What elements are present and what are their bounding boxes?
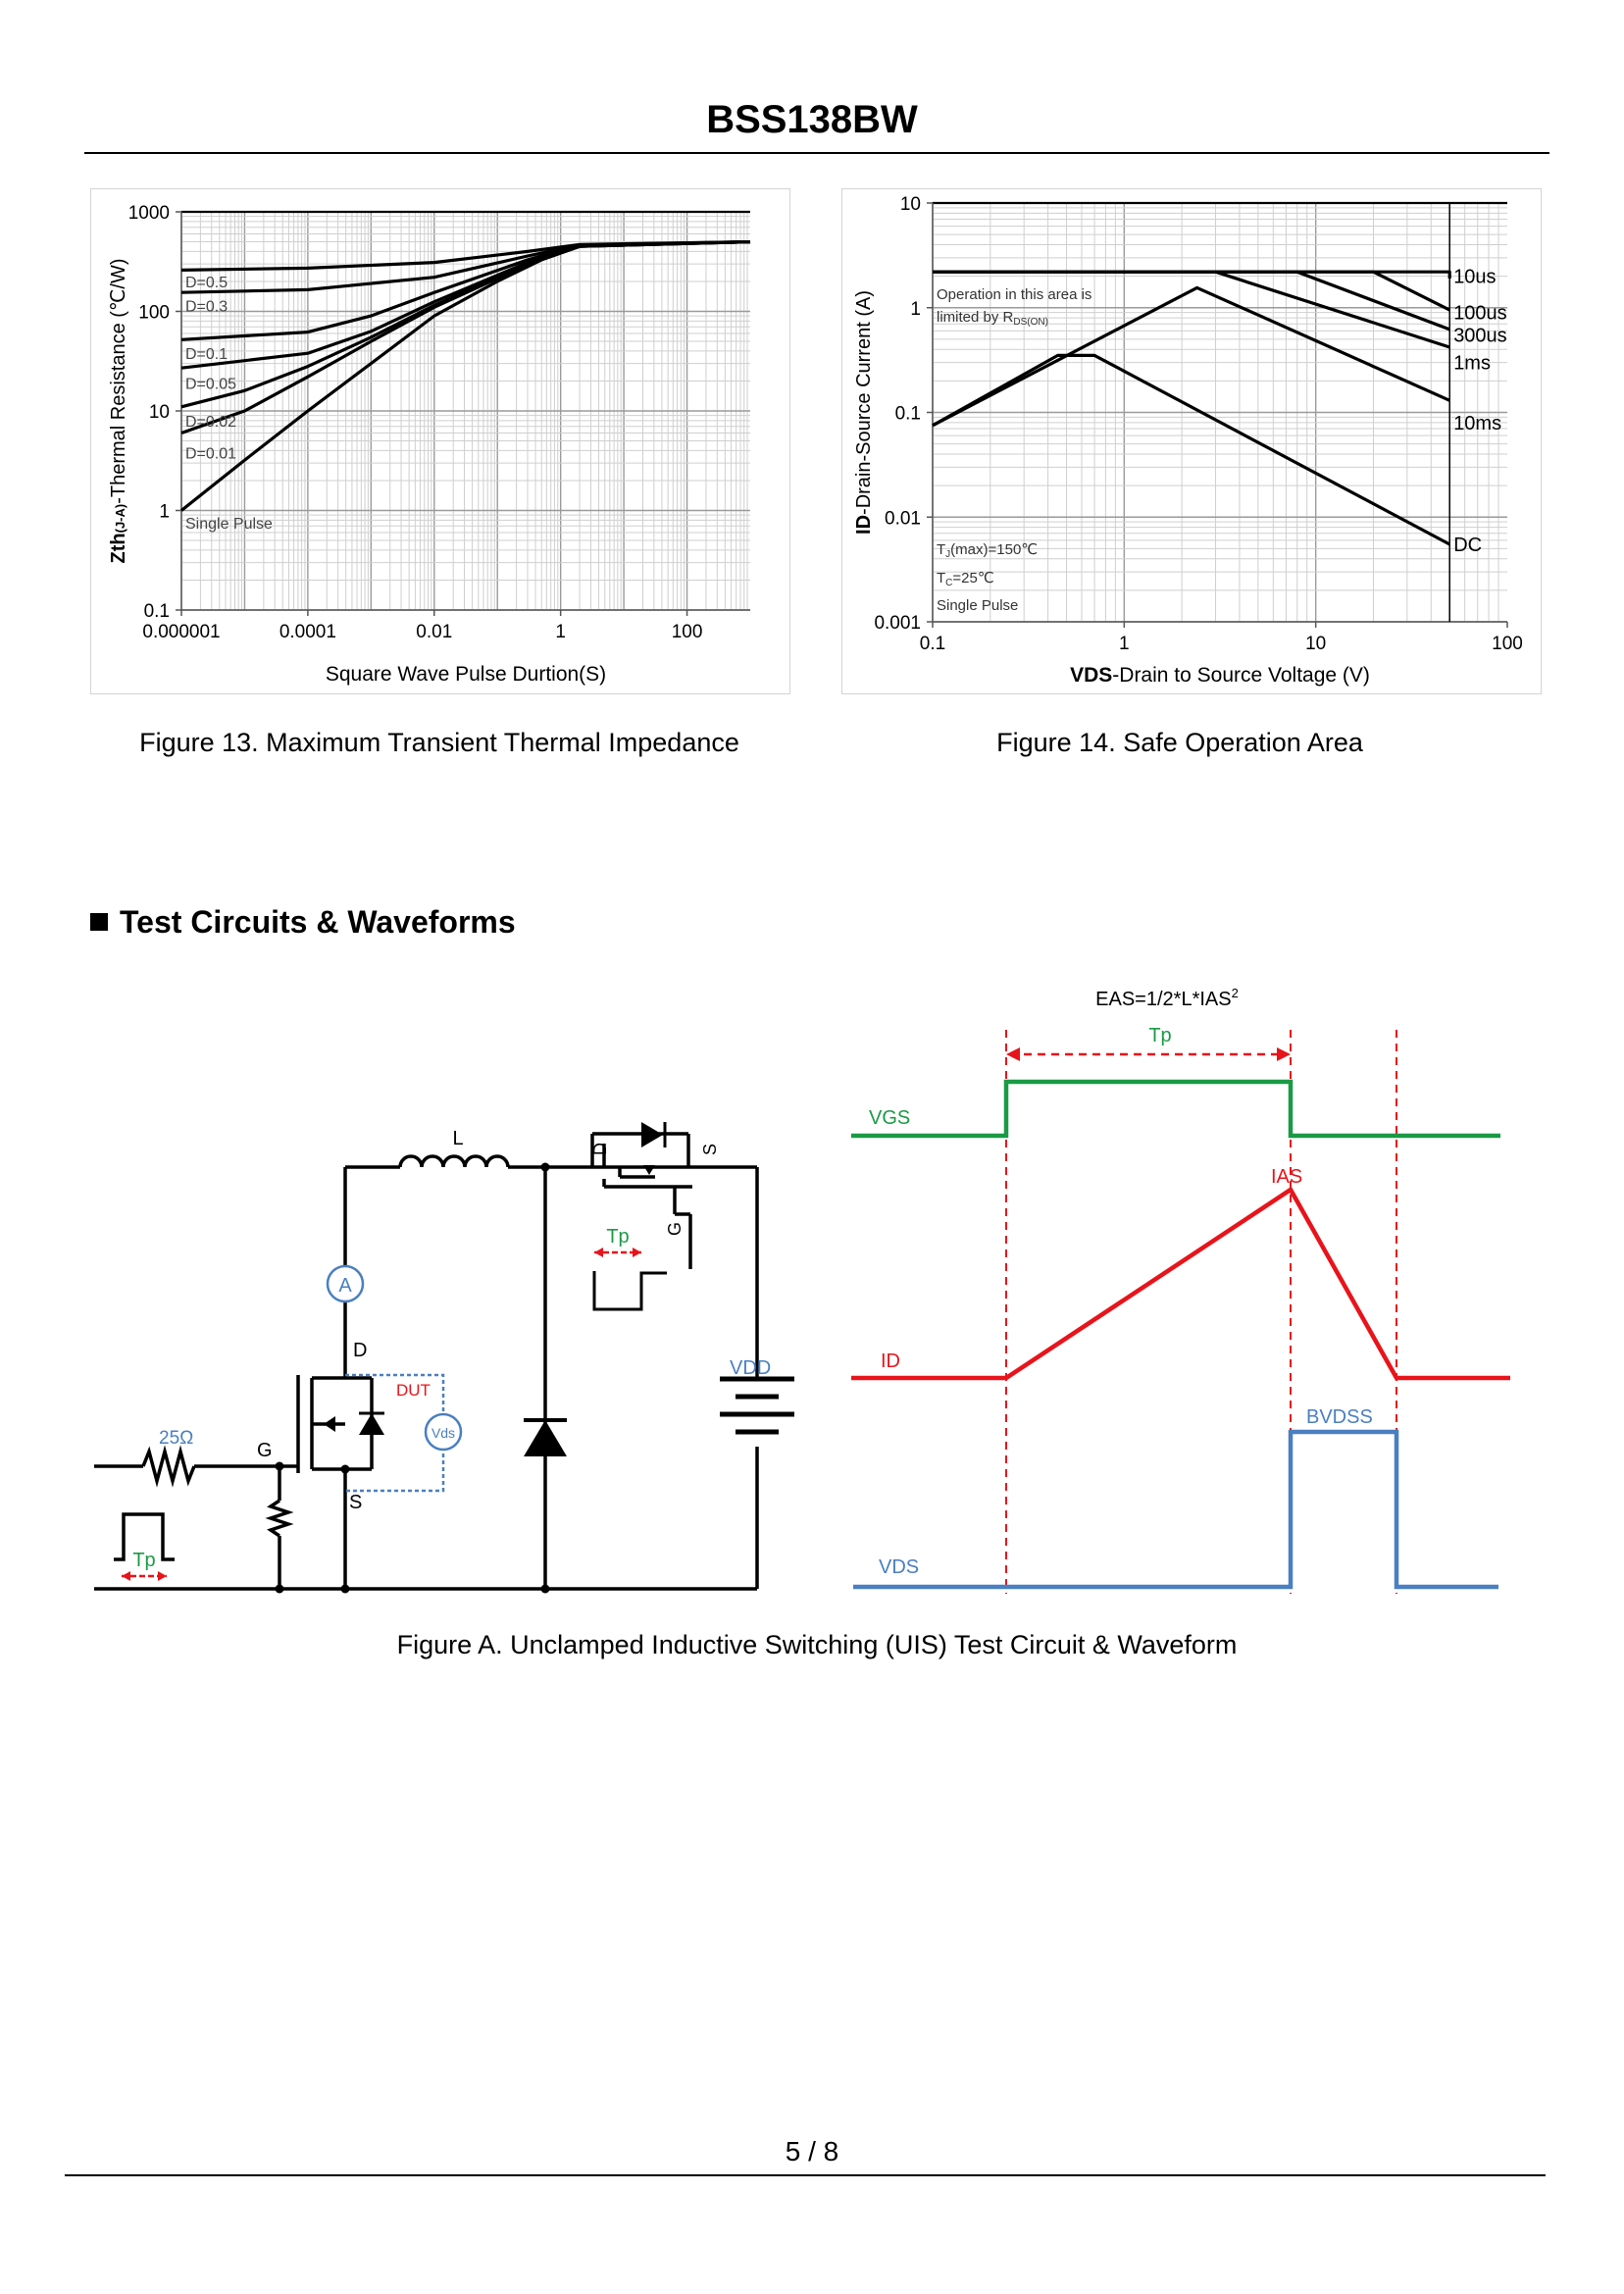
fig14-note-tc: $T_C=25℃$ — [937, 570, 994, 588]
fig14-x-axis-title: VDS-Drain to Source Voltage (V) — [1070, 664, 1370, 687]
fig14-caption: Figure 14. Safe Operation Area — [996, 728, 1363, 757]
fig13-y-tick-label: 1000 — [127, 203, 170, 224]
id-trace — [851, 1190, 1510, 1378]
dut-label: DUT — [396, 1381, 431, 1400]
fig13-series-label: D=0.02 — [185, 413, 237, 431]
fig13-chart — [91, 189, 789, 693]
fig13-panel — [90, 188, 790, 694]
eas-formula: $EAS=1/2*L*IAS^2$ — [1095, 986, 1239, 1010]
document-title: BSS138BW — [706, 98, 918, 141]
section-heading — [90, 904, 516, 941]
fig13-x-tick-label: 1 — [555, 622, 566, 642]
fig14-x-tick-label: 100 — [1492, 634, 1523, 654]
uis-test-circuit — [84, 1108, 830, 1618]
fig13-y-axis-title: Zth(J-A)-Thermal Resistance (℃/W) — [108, 258, 129, 564]
gate-label: G — [257, 1440, 273, 1461]
fig13-y-tick-label: 10 — [148, 402, 170, 423]
fig13-series-label: D=0.1 — [185, 346, 228, 364]
fig13-caption: Figure 13. Maximum Transient Thermal Impedance — [139, 728, 739, 757]
waveform-tp-label: Tp — [1148, 1025, 1172, 1046]
fig14-series-label: 10us — [1453, 266, 1497, 288]
inductor-label: L — [452, 1128, 464, 1149]
inductor-symbol — [400, 1156, 508, 1167]
vds-label: VDS — [879, 1556, 920, 1578]
fig14-y-tick-label: 1 — [910, 298, 921, 320]
square-bullet-icon — [90, 913, 108, 931]
vgs-label: VGS — [869, 1107, 911, 1129]
section-heading-text: Test Circuits & Waveforms — [120, 904, 516, 940]
gate-resistor-symbol — [143, 1452, 194, 1481]
fig14-series-label: 300us — [1453, 325, 1507, 347]
fig14-annotation-line2: limited by $R_{DS(ON)}$ — [937, 309, 1048, 328]
fig13-series-line — [181, 242, 750, 293]
fig14-chart — [842, 189, 1541, 693]
fig13-series-label: D=0.01 — [185, 445, 237, 463]
resistor-label: 25Ω — [159, 1428, 194, 1449]
source-label: S — [349, 1492, 363, 1513]
fig13-x-tick-label: 0.01 — [416, 622, 453, 642]
fig14-y-tick-label: 10 — [899, 194, 921, 215]
fig14-y-tick-label: 0.1 — [894, 403, 921, 425]
fig13-series-label: D=0.3 — [185, 298, 228, 316]
figA-caption: Figure A. Unclamped Inductive Switching (UIS) Test Circuit & Waveform — [396, 1630, 1238, 1659]
body-diode-icon — [359, 1413, 384, 1435]
switch-drain-label: D — [590, 1143, 610, 1155]
fig13-y-tick-label: 0.1 — [143, 601, 170, 622]
switch-tp-label: Tp — [606, 1226, 630, 1248]
fig14-series-label: DC — [1453, 534, 1483, 556]
dut-arrow-icon — [324, 1416, 335, 1432]
drain-label: D — [353, 1340, 368, 1361]
ammeter-label: A — [338, 1275, 352, 1297]
fig13-series-line — [181, 242, 750, 271]
fig14-panel — [841, 188, 1542, 694]
freewheel-diode-icon — [524, 1420, 567, 1456]
vds-trace — [853, 1432, 1498, 1587]
fig13-series-label: D=0.5 — [185, 274, 228, 291]
fig14-x-tick-label: 1 — [1119, 634, 1130, 654]
page-number: 5 / 8 — [785, 2136, 839, 2167]
fig14-series-label: 10ms — [1453, 412, 1502, 434]
fig14-x-tick-label: 10 — [1305, 634, 1327, 654]
fig13-x-tick-label: 100 — [671, 622, 703, 642]
bvdss-label: BVDSS — [1306, 1406, 1373, 1428]
switch-source-label: S — [700, 1143, 720, 1155]
input-tp-label: Tp — [132, 1550, 156, 1571]
fig14-y-tick-label: 0.001 — [874, 613, 921, 634]
fig14-y-tick-label: 0.01 — [885, 508, 921, 530]
ias-label: IAS — [1271, 1166, 1303, 1188]
fig14-series-line — [933, 355, 1449, 544]
fig14-note-tj: $T_J(\max)=150℃$ — [937, 541, 1039, 560]
fig13-y-tick-label: 100 — [138, 302, 170, 324]
voltmeter-label: Vds — [431, 1425, 456, 1441]
fig13-x-tick-label: 0.0001 — [279, 622, 336, 642]
vgs-trace — [851, 1082, 1500, 1136]
fig13-series-label: Single Pulse — [185, 516, 273, 534]
header-rule — [84, 152, 1549, 154]
fig14-y-axis-title: ID-Drain-Source Current (A) — [853, 290, 875, 535]
fig13-y-tick-label: 1 — [159, 501, 170, 523]
fig14-x-tick-label: 0.1 — [919, 634, 946, 654]
footer-rule — [65, 2174, 1546, 2176]
fig14-note-single: Single Pulse — [937, 597, 1019, 614]
uis-waveform — [843, 976, 1530, 1613]
fig13-series-line — [181, 242, 750, 407]
fig14-series-label: 1ms — [1453, 352, 1491, 375]
fig14-series-label: 100us — [1453, 302, 1507, 325]
switch-gate-label: G — [665, 1221, 685, 1236]
fig13-x-axis-title: Square Wave Pulse Durtion(S) — [325, 663, 607, 686]
vdd-label: VDD — [730, 1357, 772, 1379]
fig14-grid — [933, 203, 1507, 622]
pulldown-resistor-symbol — [271, 1501, 288, 1536]
fig13-x-tick-label: 0.000001 — [142, 622, 221, 642]
fig14-annotation-line1: Operation in this area is — [937, 286, 1092, 303]
id-label: ID — [881, 1351, 900, 1372]
switch-diode-icon — [641, 1122, 663, 1147]
fig13-series-line — [181, 242, 750, 369]
fig13-series-label: D=0.05 — [185, 376, 237, 393]
